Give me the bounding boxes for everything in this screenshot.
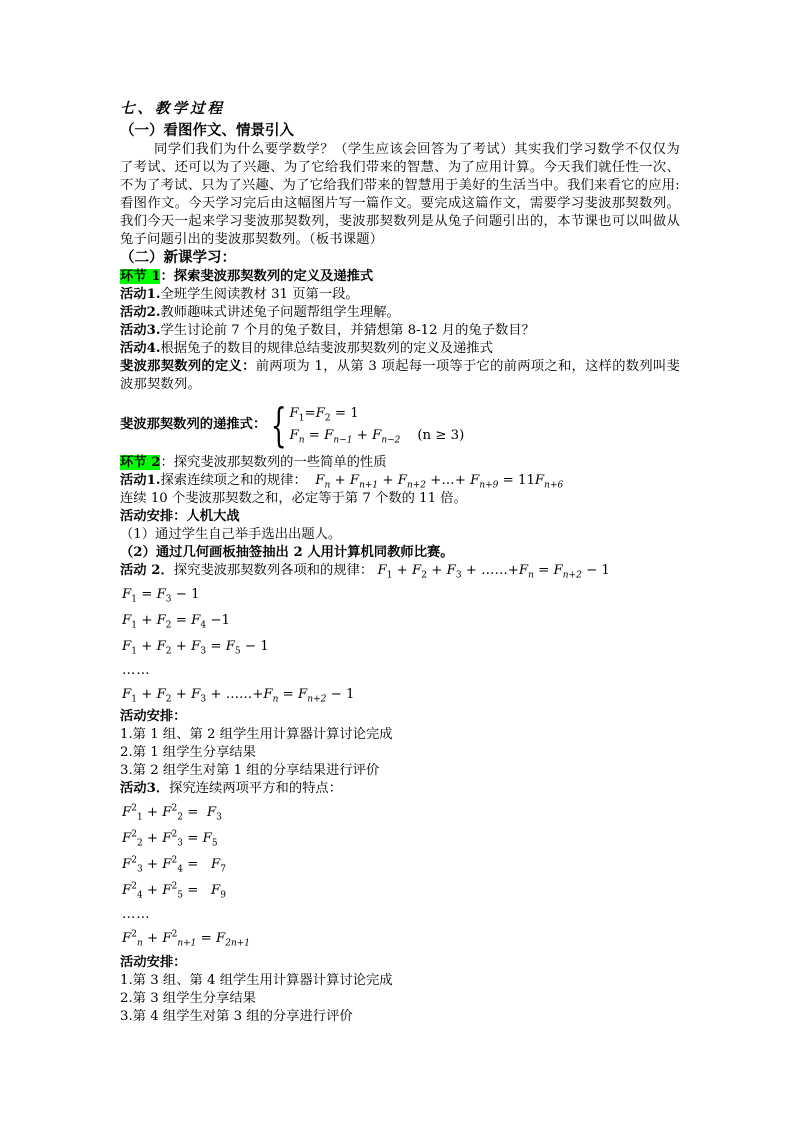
activity4-line: [120, 340, 680, 358]
activity1b-line: [120, 472, 680, 490]
part1-title: （一）看图作文、情景引入: [120, 122, 294, 139]
segment2-title: ：探究斐波那契数列的一些简单的性质: [160, 455, 387, 470]
activity3-label: 活动3.: [120, 323, 161, 338]
recursion-rows: [290, 403, 465, 447]
activity4-label: 活动4.: [120, 341, 161, 356]
recursion-condition: (n ≥ 3): [417, 428, 465, 443]
activity2b-label: 活动 2．: [120, 563, 174, 578]
sum-formula: $F_1 + F_2 + F_3$ + $\dots\dots+F_n = F_{n+2} - 1$: [377, 563, 610, 581]
intro-paragraph: 同学们我们为什么要学数学？（学生应该会回答为了考试）其实我们学习数学不仅仅为了考试、还可以为了兴趣、为了它给我们带来的智慧、为了应用计算。今天我们就任性一次、不为了考试、只为了兴趣、为了它给我们带来的智慧用于美好的生活当中。我们来看它的应用: 看图作文。今天学习完后由这幅图片写一篇作文。要完成这篇作文，需要学习斐波那契数列。我们今天一起来学习斐波那契数列，斐波那契数列是从兔子问题引出的，本节课也可以叫做从兔子问题引出的斐波那契数列。（板书课题）: [120, 142, 680, 247]
arrangement3-heading: 活动安排：: [120, 955, 187, 970]
recursion-label: 斐波那契数列的递推式：: [120, 417, 267, 432]
consecutive-note: 连续 10 个斐波那契数之和，必定等于第 7 个数的 11 倍。: [120, 491, 467, 506]
activity2-text: 教师趣味式讲述兔子问题帮组学生理解。: [160, 305, 400, 320]
activity2-line: [120, 304, 680, 322]
sum-eq-3: $F_1 + F_2 + F_3 = F_5 - 1$: [122, 639, 269, 657]
arrangement2-item2: 2.第 1 组学生分享结果: [120, 745, 256, 760]
arrangement1-item2: （2）通过几何画板抽签抽出 2 人用计算机同教师比赛。: [120, 545, 454, 560]
activity3b-line: [120, 780, 680, 798]
activity2b-line: [120, 562, 680, 580]
part2-title: （二）新课学习：: [120, 249, 236, 266]
square-eq-4: $F^2_4 + F^2_5 = F_9$: [122, 881, 227, 901]
activity1-text: 全班学生阅读教材 31 页第一段。: [160, 287, 359, 302]
activity1b-text: 探索连续项之和的规律：: [160, 473, 307, 488]
activity3b-text: 探究连续两项平方和的特点：: [169, 781, 343, 796]
activity3-text: 学生讨论前 7 个月的兔子数目，并猜想第 8-12 月的兔子数目？: [160, 323, 535, 338]
arrangement3-item3: 3.第 4 组学生对第 3 组的分享进行评价: [120, 1009, 353, 1024]
activity3b-label: 活动3．: [120, 781, 170, 796]
definition-paragraph: [120, 358, 680, 394]
arrangement3-item1: 1.第 3 组、第 4 组学生用计算器计算讨论完成: [120, 973, 393, 988]
activity4-text: 根据兔子的数目的规律总结斐波那契数列的定义及递推式: [160, 341, 493, 356]
square-eq-3: $F^2_3 + F^2_4 = F_7$: [122, 855, 227, 875]
sum-eq-2: $F_1 + F_2 = F_4 -1$: [122, 613, 230, 631]
arrangement1-heading: 活动安排：人机大战: [120, 509, 240, 524]
recursion-row-1: $F_1=F_2 = 1$: [289, 406, 359, 424]
segment1-tag: 环节 1: [120, 269, 161, 284]
definition-label: 斐波那契数列的定义：: [120, 359, 256, 374]
segment1-heading: [120, 268, 680, 286]
arrangement3-item2: 2.第 3 组学生分享结果: [120, 991, 256, 1006]
segment2-tag: 环节 2: [120, 455, 161, 470]
sum-eq-1: $F_1 = F_3 - 1$: [122, 587, 200, 605]
arrangement1-item1: （1）通过学生自己举手选出出题人。: [120, 527, 342, 542]
activity2b-text: 探究斐波那契数列各项和的规律：: [173, 563, 374, 578]
recursion-formula: [120, 398, 680, 452]
brace-symbol: {: [270, 398, 287, 452]
section-title: 七、教学过程: [120, 100, 225, 117]
arrangement2-item3: 3.第 2 组学生对第 1 组的分享结果进行评价: [120, 763, 380, 778]
definition-text: 前两项为 1，从第 3 项起每一项等于它的前两项之和，这样的数列叫斐波那契数列。: [120, 359, 680, 392]
segment2-heading: [120, 454, 680, 472]
ellipsis-2: ……: [122, 907, 151, 922]
segment1-title: ：探索斐波那契数列的定义及递推式: [160, 269, 374, 284]
arrangement2-item1: 1.第 1 组、第 2 组学生用计算器计算讨论完成: [120, 727, 393, 742]
sum-eq-n: $F_1 + F_2 + F_3$ + $\dots\dots+F_n = F_{n+2} - 1$: [122, 687, 355, 705]
activity1-label: 活动1.: [120, 287, 161, 302]
activity3-line: [120, 322, 680, 340]
arrangement2-heading: 活动安排：: [120, 709, 187, 724]
ellipsis-1: ……: [122, 663, 151, 678]
activity1b-label: 活动1.: [120, 473, 161, 488]
document-page: [120, 100, 680, 1026]
sum-ten-formula: $F_n + F_{n+1} + F_{n+2}$ +…+ $F_{n+9} = 11F_{n+6}$: [310, 473, 564, 491]
activity2-label: 活动2.: [120, 305, 161, 320]
square-eq-1: $F^2_1 + F^2_2 = F_3$: [122, 803, 222, 823]
activity1-line: [120, 286, 680, 304]
recursion-row-2: $F_n = F_{n-1} + F_{n-2}$ (n ≥ 3): [289, 428, 465, 446]
square-eq-n: $F^2_n + F^2_{n+1} = F_{2n+1}$: [122, 929, 251, 949]
square-eq-2: $F^2_2 + F^2_3 = F_5$: [122, 829, 218, 849]
